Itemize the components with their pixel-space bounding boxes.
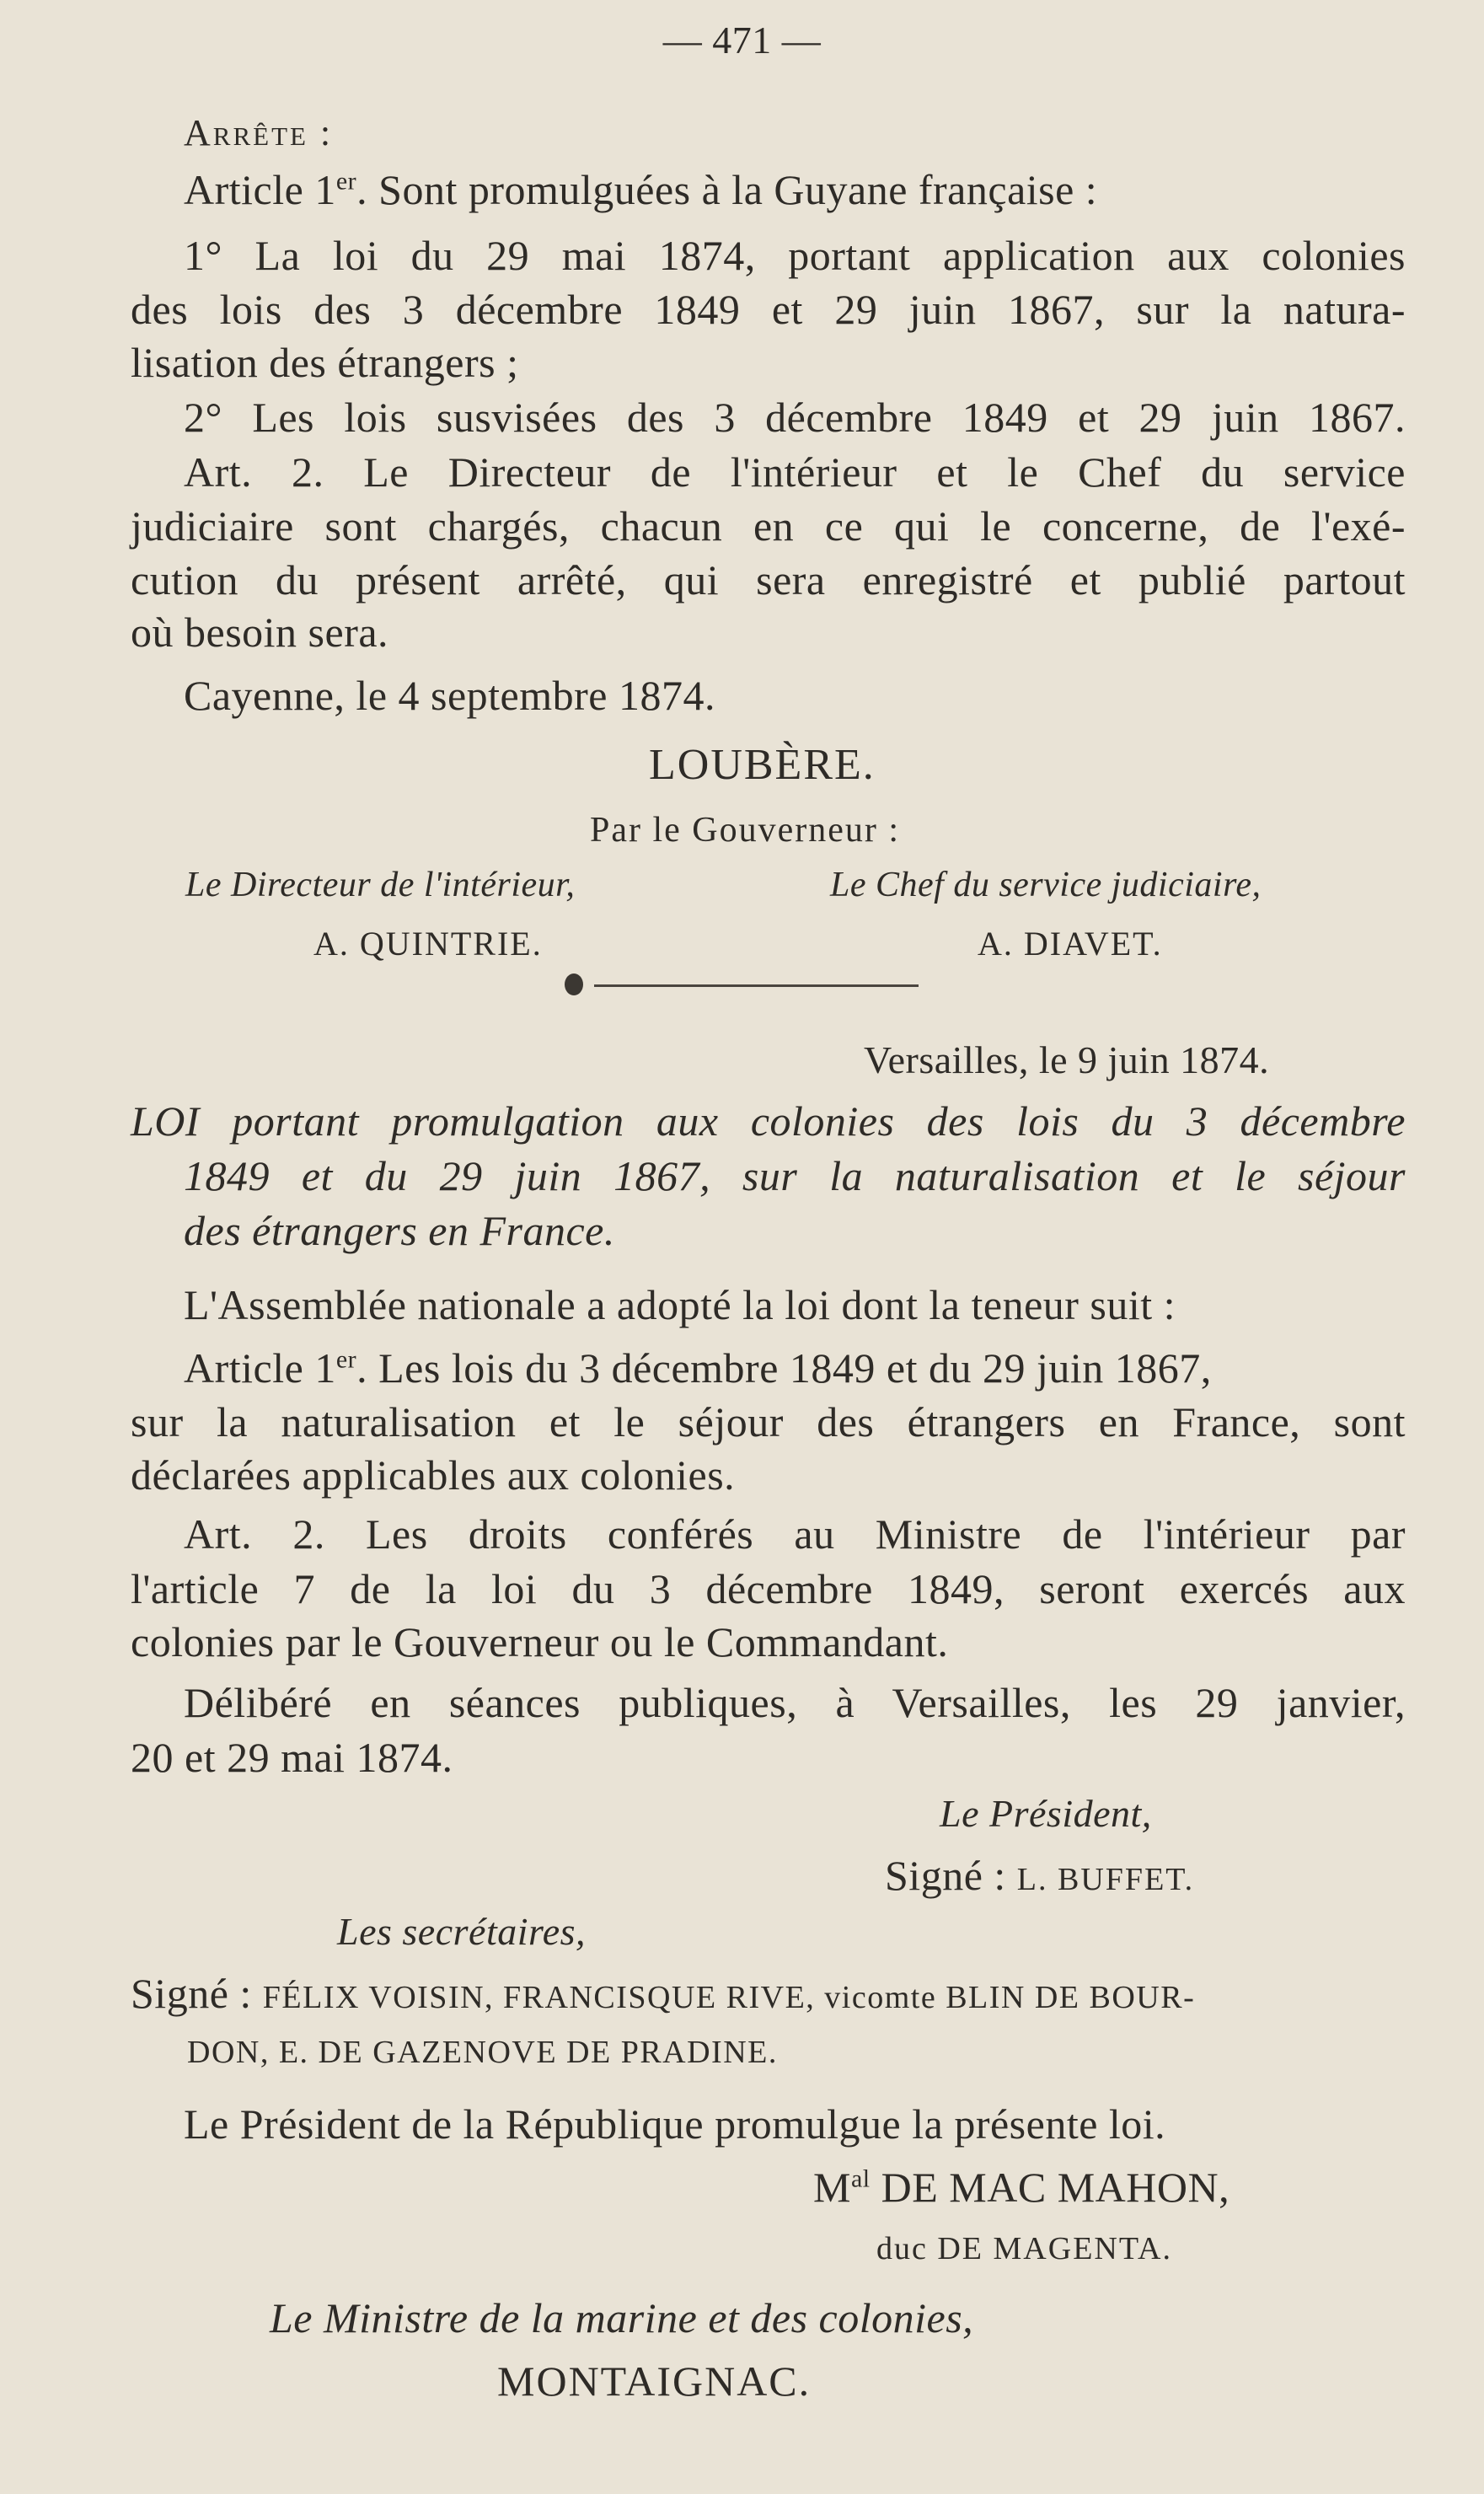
arrete-text-line: 1° La loi du 29 mai 1874, portant application aux colonies (184, 232, 1406, 279)
assemblee-text: L'Assemblée nationale a adopté la loi dont la teneur suit : (184, 1281, 1176, 1328)
ink-blot (565, 973, 583, 995)
loi-text-line: 20 et 29 mai 1874. (131, 1734, 453, 1781)
arrete-text-line: lisation des étrangers ; (131, 339, 519, 386)
article-superscript: er (335, 1345, 357, 1374)
arrete-text-line: des lois des 3 décembre 1849 et 29 juin 1867, sur la natura- (131, 286, 1406, 333)
chef-title: Le Chef du service judiciaire, (830, 866, 1262, 904)
loi-text-line: Art. 2. Les droits conférés au Ministre de l'intérieur par (184, 1510, 1406, 1558)
secretaires-names: FÉLIX VOISIN, FRANCISQUE RIVE, vicomte BLIN DE BOUR- (262, 1980, 1196, 2015)
arrete-article-1 (184, 164, 1097, 215)
loi-title-line: 1849 et du 29 juin 1867, sur la naturalisation et le séjour (184, 1152, 1406, 1199)
section-divider (594, 984, 919, 987)
president-title: Le Président, (940, 1792, 1152, 1835)
loi-article-1 (184, 1343, 1212, 1393)
loi-text-line: Délibéré en séances publiques, à Versailles, les 29 janvier, (184, 1679, 1406, 1726)
par-le-gouverneur: Par le Gouverneur : (590, 811, 901, 850)
ministre-title: Le Ministre de la marine et des colonies, (270, 2294, 974, 2341)
marechal-superscript: al (850, 2164, 871, 2193)
president-name: L. BUFFET. (1016, 1862, 1195, 1897)
secretaires-line (131, 1968, 1195, 2023)
president-signature (885, 1850, 1194, 1905)
arrete-text-line: cution du présent arrêté, qui sera enregistré et publié partout (131, 556, 1406, 603)
directeur-name: A. QUINTRIE. (313, 925, 543, 963)
secretaires-line: DON, E. DE GAZENOVE DE PRADINE. (187, 2035, 778, 2070)
signed-label: Signé : (885, 1852, 1006, 1899)
article-label: Article 1 (184, 166, 336, 213)
article-text: . Les lois du 3 décembre 1849 et du 29 juin 1867, (356, 1344, 1212, 1392)
governor-name: LOUBÈRE. (649, 741, 876, 789)
signed-label: Signé : (131, 1970, 252, 2017)
loi-date: Versailles, le 9 juin 1874. (864, 1038, 1270, 1081)
article-superscript: er (335, 167, 357, 196)
arrete-text-line: judiciaire sont chargés, chacun en ce qui le concerne, de l'exé- (131, 502, 1406, 550)
promulgation-text: Le Président de la République promulgue la présente loi. (184, 2100, 1166, 2148)
article-text: . Sont promulguées à la Guyane française : (356, 166, 1098, 213)
loi-text-line: l'article 7 de la loi du 3 décembre 1849, seront exercés aux (131, 1565, 1406, 1612)
loi-text-line: colonies par le Gouverneur ou le Commandant. (131, 1618, 949, 1665)
secretaires-title: Les secrétaires, (337, 1910, 587, 1953)
loi-text-line: déclarées applicables aux colonies. (131, 1451, 736, 1499)
marechal-signature (813, 2162, 1230, 2212)
directeur-title: Le Directeur de l'intérieur, (185, 866, 576, 904)
arrete-text-line: où besoin sera. (131, 609, 389, 656)
article-label: Article 1 (184, 1344, 336, 1392)
arrete-text-line: Art. 2. Le Directeur de l'intérieur et le Chef du service (184, 448, 1406, 496)
marechal-abbrev: M (813, 2164, 851, 2211)
arrete-text-line: 2° Les lois susvisées des 3 décembre 1849 et 29 juin 1867. (184, 394, 1406, 441)
loi-text-line: sur la naturalisation et le séjour des étrangers en France, sont (131, 1398, 1406, 1445)
loi-title-line: des étrangers en France. (184, 1207, 615, 1254)
loi-title-line: LOI portant promulgation aux colonies des lois du 3 décembre (131, 1097, 1406, 1145)
chef-name: A. DIAVET. (978, 925, 1163, 963)
place-date: Cayenne, le 4 septembre 1874. (184, 672, 715, 719)
ministre-name: MONTAIGNAC. (497, 2357, 812, 2405)
page-number: — 471 — (662, 19, 822, 62)
marechal-name: DE MAC MAHON, (870, 2164, 1230, 2211)
arrete-heading: Arrête : (184, 112, 334, 153)
duc-title: duc DE MAGENTA. (876, 2231, 1172, 2266)
